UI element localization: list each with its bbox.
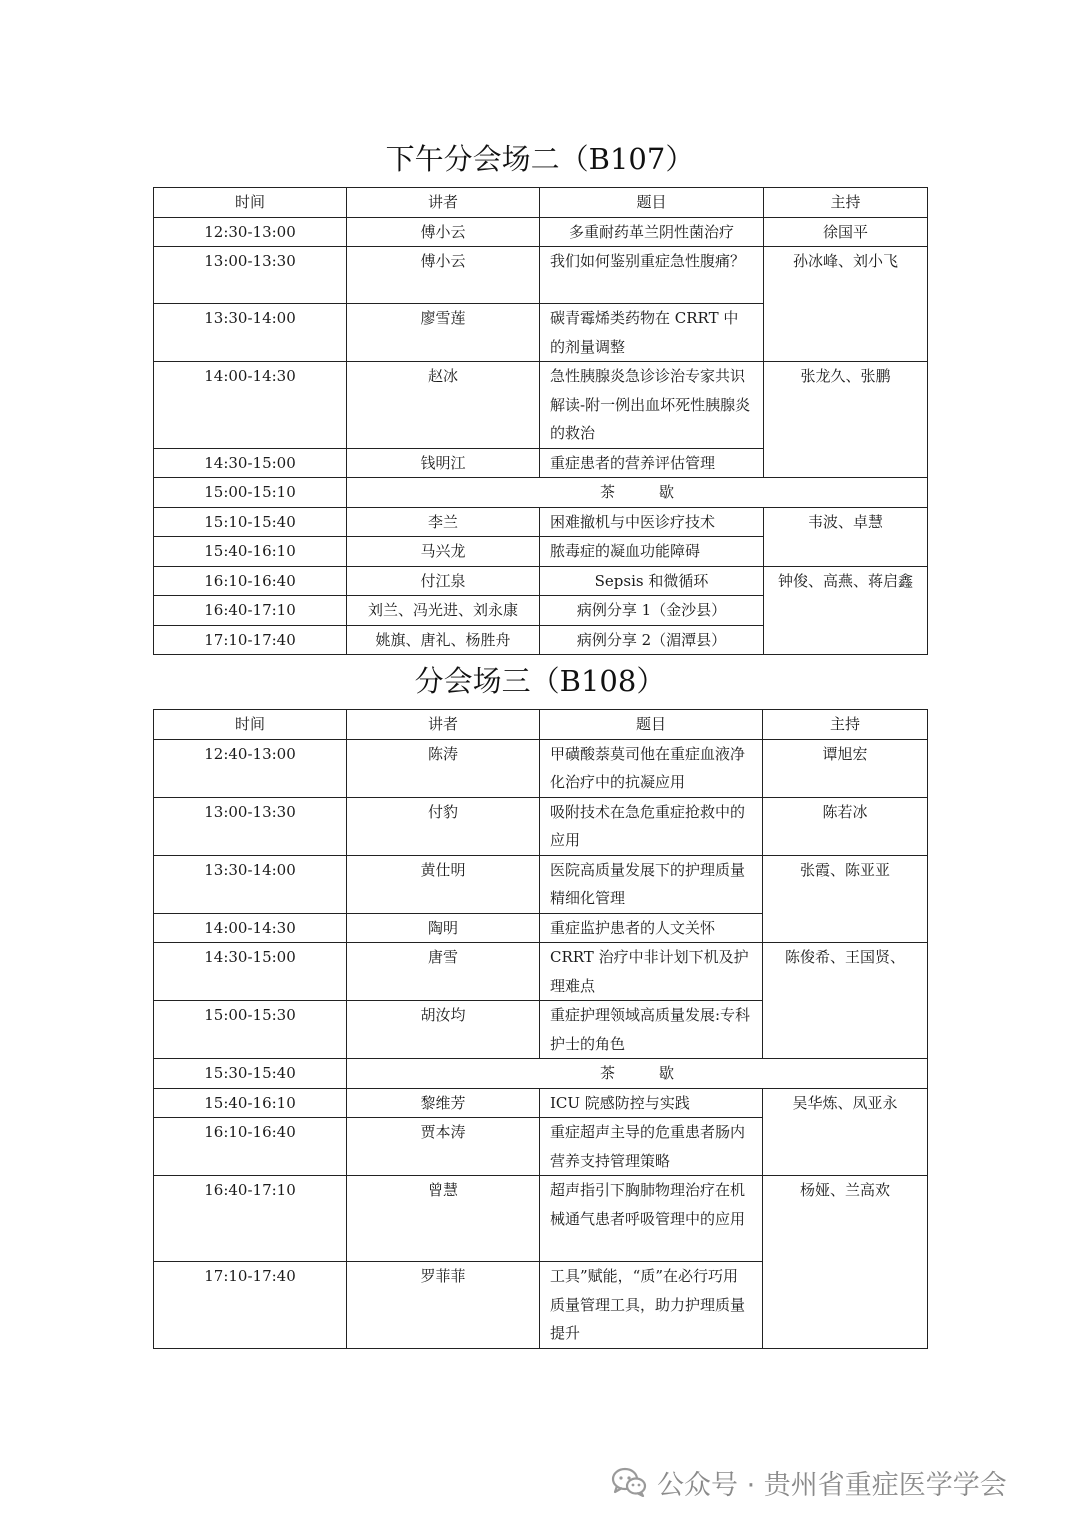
topic-cell: 重症监护患者的人文关怀 bbox=[540, 913, 763, 943]
topic-cell: 多重耐药革兰阴性菌治疗 bbox=[540, 217, 764, 247]
speaker-cell: 陈涛 bbox=[347, 739, 540, 797]
time-cell: 15:30-15:40 bbox=[154, 1059, 347, 1089]
header-speaker: 讲者 bbox=[347, 188, 540, 218]
topic-cell: 工具”赋能，“质”在必行巧用质量管理工具，助力护理质量提升 bbox=[540, 1262, 763, 1349]
header-time: 时间 bbox=[154, 188, 347, 218]
topic-cell: 重症护理领域高质量发展:专科护士的角色 bbox=[540, 1001, 763, 1059]
session3-title: 分会场三（B108） bbox=[414, 664, 666, 698]
speaker-cell: 钱明江 bbox=[347, 448, 540, 478]
break-label: 茶 歇 bbox=[599, 483, 675, 501]
time-cell: 15:00-15:10 bbox=[154, 478, 347, 508]
host-cell: 孙冰峰、刘小飞 bbox=[764, 247, 928, 362]
speaker-cell: 姚旗、唐礼、杨胜舟 bbox=[347, 625, 540, 655]
header-topic: 题目 bbox=[540, 188, 764, 218]
topic-cell: 我们如何鉴别重症急性腹痛？ bbox=[540, 247, 764, 304]
topic-cell: 困难撤机与中医诊疗技术 bbox=[540, 507, 764, 537]
break-cell bbox=[347, 1059, 928, 1089]
host-cell: 韦波、卓慧 bbox=[764, 507, 928, 566]
host-cell: 陈若冰 bbox=[763, 797, 928, 855]
speaker-cell: 黄仕明 bbox=[347, 855, 540, 913]
header-host: 主持 bbox=[763, 710, 928, 740]
speaker-cell: 赵冰 bbox=[347, 362, 540, 449]
time-cell: 12:40-13:00 bbox=[154, 739, 347, 797]
speaker-cell: 唐雪 bbox=[347, 943, 540, 1001]
topic-cell: 超声指引下胸肺物理治疗在机械通气患者呼吸管理中的应用 bbox=[540, 1176, 763, 1262]
table-header-row bbox=[154, 710, 928, 740]
time-cell: 13:00-13:30 bbox=[154, 247, 347, 304]
speaker-cell: 廖雪莲 bbox=[347, 304, 540, 362]
time-cell: 16:10-16:40 bbox=[154, 566, 347, 596]
speaker-cell: 傅小云 bbox=[347, 247, 540, 304]
time-cell: 15:40-16:10 bbox=[154, 537, 347, 567]
topic-cell: 吸附技术在急危重症抢救中的应用 bbox=[540, 797, 763, 855]
speaker-cell: 马兴龙 bbox=[347, 537, 540, 567]
time-cell: 14:30-15:00 bbox=[154, 448, 347, 478]
time-cell: 15:40-16:10 bbox=[154, 1088, 347, 1118]
topic-cell: 医院高质量发展下的护理质量精细化管理 bbox=[540, 855, 763, 913]
speaker-cell: 黎维芳 bbox=[347, 1088, 540, 1118]
host-cell: 徐国平 bbox=[764, 217, 928, 247]
session2-title: 下午分会场二（B107） bbox=[385, 142, 695, 176]
speaker-cell: 李兰 bbox=[347, 507, 540, 537]
table-row bbox=[154, 362, 928, 449]
time-cell: 17:10-17:40 bbox=[154, 625, 347, 655]
topic-cell: 重症患者的营养评估管理 bbox=[540, 448, 764, 478]
topic-cell: CRRT 治疗中非计划下机及护理难点 bbox=[540, 943, 763, 1001]
host-cell: 张龙久、张鹏 bbox=[764, 362, 928, 478]
time-cell: 16:10-16:40 bbox=[154, 1118, 347, 1176]
speaker-cell: 罗菲菲 bbox=[347, 1262, 540, 1349]
break-row bbox=[154, 478, 928, 508]
speaker-cell: 付豹 bbox=[347, 797, 540, 855]
host-cell: 陈俊希、王国贤、 bbox=[763, 943, 928, 1059]
wechat-icon bbox=[611, 1467, 647, 1497]
host-cell: 杨娅、兰高欢 bbox=[763, 1176, 928, 1349]
table-row bbox=[154, 739, 928, 797]
speaker-cell: 曾慧 bbox=[347, 1176, 540, 1262]
time-cell: 13:30-14:00 bbox=[154, 304, 347, 362]
host-cell: 钟俊、高燕、蒋启鑫 bbox=[764, 566, 928, 655]
header-time: 时间 bbox=[154, 710, 347, 740]
session2-table bbox=[153, 187, 928, 655]
break-row bbox=[154, 1059, 928, 1089]
topic-cell: 碳青霉烯类药物在 CRRT 中的剂量调整 bbox=[540, 304, 764, 362]
header-host: 主持 bbox=[764, 188, 928, 218]
topic-cell: ICU 院感防控与实践 bbox=[540, 1088, 763, 1118]
time-cell: 12:30-13:00 bbox=[154, 217, 347, 247]
table-row bbox=[154, 1088, 928, 1118]
speaker-cell: 付江泉 bbox=[347, 566, 540, 596]
time-cell: 16:40-17:10 bbox=[154, 596, 347, 626]
host-cell: 吴华炼、凤亚永 bbox=[763, 1088, 928, 1176]
speaker-cell: 贾本涛 bbox=[347, 1118, 540, 1176]
time-cell: 17:10-17:40 bbox=[154, 1262, 347, 1349]
break-label: 茶 歇 bbox=[599, 1064, 675, 1082]
speaker-cell: 傅小云 bbox=[347, 217, 540, 247]
host-cell: 张霞、陈亚亚 bbox=[763, 855, 928, 943]
header-speaker: 讲者 bbox=[347, 710, 540, 740]
session3-table bbox=[153, 709, 928, 1349]
time-cell: 14:00-14:30 bbox=[154, 913, 347, 943]
table-row bbox=[154, 247, 928, 304]
watermark-text: 公众号 · 贵州省重症医学学会 bbox=[657, 1469, 1007, 1501]
topic-cell: 甲磺酸萘莫司他在重症血液净化治疗中的抗凝应用 bbox=[540, 739, 763, 797]
topic-cell: 病例分享 2（湄潭县） bbox=[540, 625, 764, 655]
time-cell: 13:30-14:00 bbox=[154, 855, 347, 913]
table-row bbox=[154, 1176, 928, 1262]
time-cell: 15:10-15:40 bbox=[154, 507, 347, 537]
table-row bbox=[154, 217, 928, 247]
topic-cell: 病例分享 1（金沙县） bbox=[540, 596, 764, 626]
topic-cell: 脓毒症的凝血功能障碍 bbox=[540, 537, 764, 567]
topic-cell: Sepsis 和微循环 bbox=[540, 566, 764, 596]
table-row bbox=[154, 566, 928, 596]
time-cell: 16:40-17:10 bbox=[154, 1176, 347, 1262]
host-cell: 谭旭宏 bbox=[763, 739, 928, 797]
table-row bbox=[154, 943, 928, 1001]
speaker-cell: 胡汝均 bbox=[347, 1001, 540, 1059]
wechat-watermark bbox=[611, 1465, 1007, 1499]
time-cell: 15:00-15:30 bbox=[154, 1001, 347, 1059]
topic-cell: 重症超声主导的危重患者肠内营养支持管理策略 bbox=[540, 1118, 763, 1176]
speaker-cell: 陶明 bbox=[347, 913, 540, 943]
table-row bbox=[154, 855, 928, 913]
table-row bbox=[154, 507, 928, 537]
time-cell: 14:00-14:30 bbox=[154, 362, 347, 449]
table-header-row bbox=[154, 188, 928, 218]
table-row bbox=[154, 797, 928, 855]
topic-cell: 急性胰腺炎急诊诊治专家共识解读-附一例出血坏死性胰腺炎的救治 bbox=[540, 362, 764, 449]
time-cell: 13:00-13:30 bbox=[154, 797, 347, 855]
speaker-cell: 刘兰、冯光进、刘永康 bbox=[347, 596, 540, 626]
break-cell bbox=[347, 478, 928, 508]
header-topic: 题目 bbox=[540, 710, 763, 740]
time-cell: 14:30-15:00 bbox=[154, 943, 347, 1001]
